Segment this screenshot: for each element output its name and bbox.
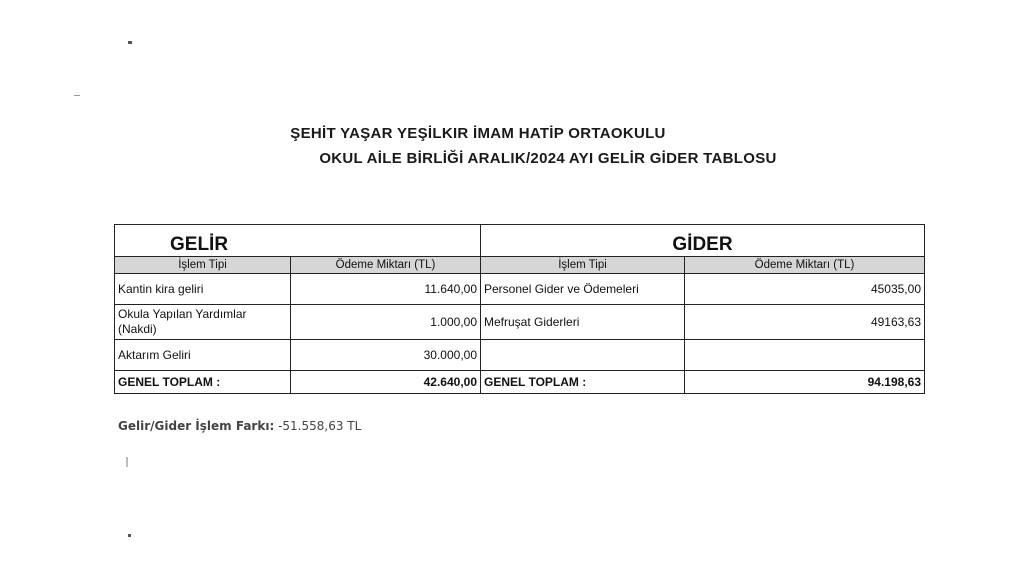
expense-type-header: İşlem Tipi (481, 257, 685, 274)
income-total-value: 42.640,00 (291, 371, 481, 394)
income-amount-cell: 30.000,00 (291, 340, 481, 371)
income-type-cell: Aktarım Geliri (115, 340, 291, 371)
expense-total-label: GENEL TOPLAM : (481, 371, 685, 394)
income-total-label: GENEL TOPLAM : (115, 371, 291, 394)
scan-speck (128, 41, 132, 44)
income-expense-table (114, 224, 925, 394)
expense-type-cell (481, 340, 685, 371)
expense-type-cell: Mefruşat Giderleri (481, 305, 685, 340)
income-type-cell: Kantin kira geliri (115, 274, 291, 305)
expense-section-title: GİDER (481, 225, 925, 257)
section-header-row (115, 225, 925, 257)
income-amount-cell: 1.000,00 (291, 305, 481, 340)
balance-difference (118, 419, 361, 433)
income-type-header: İşlem Tipi (115, 257, 291, 274)
income-section-title: GELİR (115, 225, 481, 257)
expense-amount-header: Ödeme Miktarı (TL) (685, 257, 925, 274)
income-type-cell: Okula Yapılan Yardımlar (Nakdi) (115, 305, 291, 340)
income-amount-header: Ödeme Miktarı (TL) (291, 257, 481, 274)
document-title-school: ŞEHİT YAŞAR YEŞİLKIR İMAM HATİP ORTAOKULU (290, 125, 666, 142)
column-header-row (115, 257, 925, 274)
expense-total-value: 94.198,63 (685, 371, 925, 394)
expense-type-cell: Personel Gider ve Ödemeleri (481, 274, 685, 305)
expense-amount-cell: 49163,63 (685, 305, 925, 340)
scan-speck (126, 457, 128, 467)
table-row (115, 305, 925, 340)
total-row (115, 371, 925, 394)
scan-speck (74, 95, 80, 96)
document-title-report: OKUL AİLE BİRLİĞİ ARALIK/2024 AYI GELİR GİDER TABLOSU (319, 150, 777, 167)
expense-amount-cell (685, 340, 925, 371)
table-row (115, 274, 925, 305)
expense-amount-cell: 45035,00 (685, 274, 925, 305)
balance-difference-label: Gelir/Gider İşlem Farkı: (118, 419, 275, 433)
income-amount-cell: 11.640,00 (291, 274, 481, 305)
scan-speck (128, 534, 131, 537)
table-row (115, 340, 925, 371)
balance-difference-value: -51.558,63 TL (278, 419, 362, 433)
